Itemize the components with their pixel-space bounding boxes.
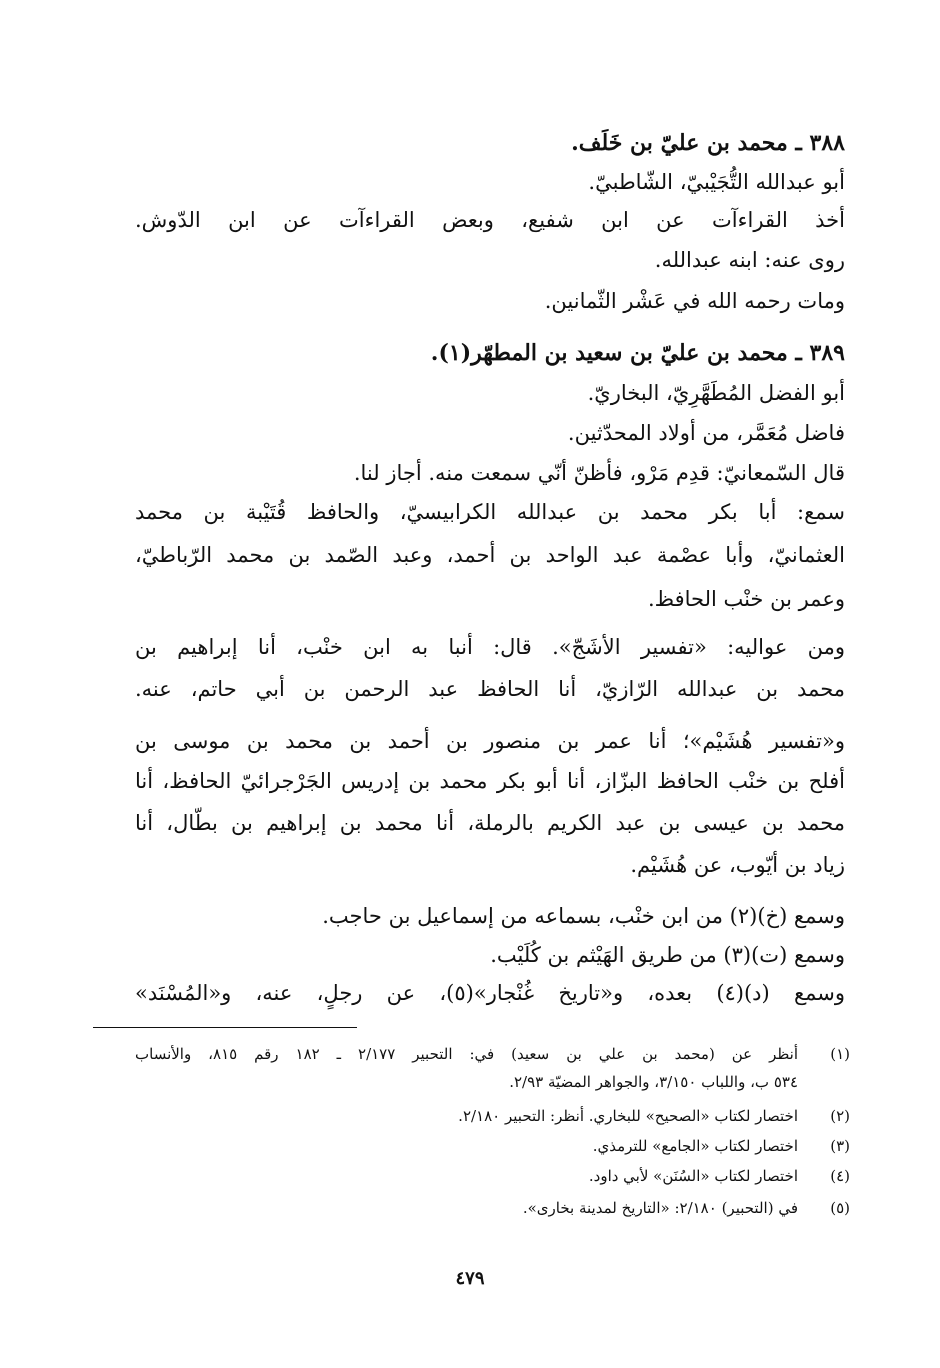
text-line: وسمع (ت)(٣) من طريق الهَيْثم بن كُلَيْب. — [490, 943, 845, 967]
text-line: أبو الفضل المُطَهَّرِيّ، البخاريّ. — [587, 381, 845, 405]
footnote-number: (٥) — [830, 1199, 850, 1217]
footnote-number: (١) — [830, 1045, 850, 1063]
text-line: وسمع (د)(٤) بعده، و«تاريخ غُنْجار»(٥)، عن رجلٍ، عنه، و«المُسْنَد» — [135, 981, 845, 1005]
footnote-text: ٥٣٤ ب، واللباب ٣/١٥٠، والجواهر المضيّة ٢/٩٣. — [509, 1073, 798, 1091]
text-line: ومن عواليه: «تفسير الأشَجّ». قال: أنبا به ابن خنْب، أنا إبراهيم بن — [135, 635, 845, 659]
text-line: أخذ القراءآت عن ابن شفيع، وبعض القراءآت عن ابن الدّوش. — [135, 208, 845, 232]
footnote-number: (٣) — [830, 1137, 850, 1155]
text-line: العثمانيّ، وأبا عصْمة عبد الواحد بن أحمد، وعبد الصّمد بن محمد الرّباطيّ، — [135, 543, 846, 567]
footnote-text: أنظر عن (محمد بن علي بن سعيد) في: التحبير ٢/١٧٧ ـ ١٨٢ رقم ٨١٥، والأنساب — [135, 1045, 799, 1063]
footnote-text: في (التحبير) ٢/١٨٠: «التاريخ لمدينة بخارى». — [522, 1199, 798, 1217]
text-line: فاضل مُعَمَّر، من أولاد المحدّثين. — [567, 421, 845, 445]
text-line: وسمع (خ)(٢) من ابن خنْب، بسماعه من إسماعيل بن حاجب. — [322, 904, 845, 928]
text-line: أبو عبدالله التُّجَيْبيّ، الشّاطبيّ. — [588, 170, 845, 194]
footnote-text: اختصار لكتاب «الصحيح» للبخاري. أنظر: التحبير ٢/١٨٠. — [458, 1107, 798, 1125]
footnote-number: (٤) — [830, 1167, 850, 1185]
page-number: ٤٧٩ — [455, 1268, 485, 1289]
footnote-text: اختصار لكتاب «الجامع» للترمذي. — [592, 1137, 798, 1155]
text-line: محمد بن عبدالله الرّازيّ، أنا الحافظ عبد الرحمن بن أبي حاتم، عنه. — [135, 677, 845, 701]
entry-389-title: ٣٨٩ ـ محمد بن عليّ بن سعيد بن المطهّر(١). — [430, 340, 845, 366]
footnote-number: (٢) — [830, 1107, 850, 1125]
text-line: محمد بن عيسى بن عبد الكريم بالرملة، أنا محمد بن إبراهيم بن بطّال، أنا — [135, 811, 845, 835]
text-line: ومات رحمه الله في عَشْر الثّمانين. — [544, 289, 845, 313]
footnote-text: اختصار لكتاب «السُنَن» لأبي داود. — [588, 1167, 798, 1185]
text-line: و«تفسير هُشَيْم»؛ أنا عمر بن منصور بن أحمد بن محمد بن موسى بن — [135, 729, 845, 753]
text-line: قال السّمعانيّ: قدِم مَرْو، فأظنّ أنّي سمعت منه. أجاز لنا. — [353, 461, 845, 485]
entry-388-title: ٣٨٨ ـ محمد بن عليّ بن خَلَف. — [571, 130, 845, 156]
text-line: زياد بن أيّوب، عن هُشَيْم. — [630, 853, 845, 877]
text-line: أفلح بن خنْب الحافظ البزّاز، أنا أبو بكر محمد بن إدريس الجَرْجرائيّ الحافظ، أنا — [135, 769, 845, 793]
text-line: وعمر بن خنْب الحافظ. — [647, 587, 845, 611]
footnote-divider — [93, 1027, 357, 1028]
text-line: روى عنه: ابنه عبدالله. — [654, 248, 845, 272]
text-line: سمع: أبا بكر محمد بن عبدالله الكرابيسيّ، والحافظ قُتَيْبة بن محمد — [135, 500, 845, 524]
